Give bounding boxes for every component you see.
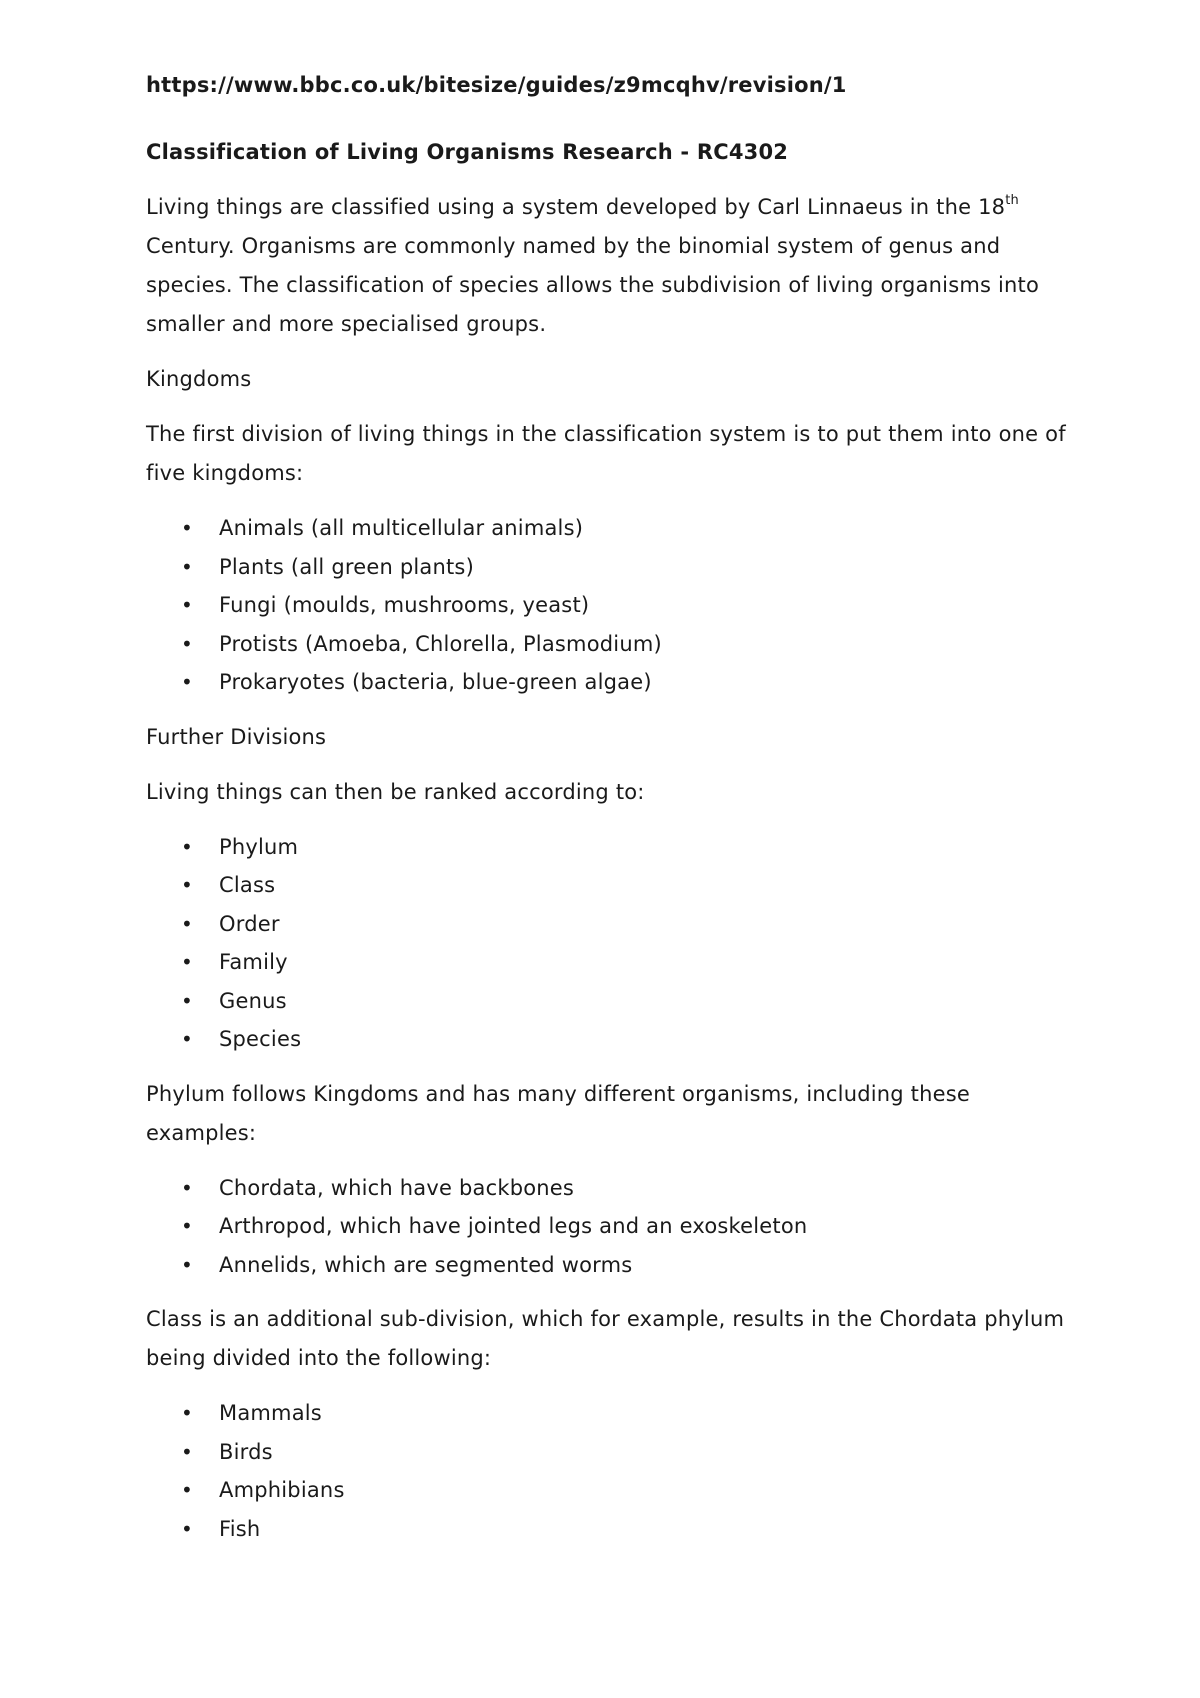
phylum-paragraph: Phylum follows Kingdoms and has many different organisms, including these examples: [146, 1081, 971, 1145]
list-item: • Prokaryotes (bacteria, blue-green algae) [219, 663, 1066, 702]
source-url: https://www.bbc.co.uk/bitesize/guides/z9mcqhv/revision/1 [146, 73, 847, 97]
list-item: • Birds [219, 1433, 1066, 1472]
kingdoms-list [146, 509, 1066, 702]
list-item: • Species [219, 1020, 1066, 1059]
list-item: • Chordata, which have backbones [219, 1169, 1066, 1208]
intro-paragraph [146, 188, 1066, 344]
kingdoms-heading: Kingdoms [146, 367, 252, 391]
list-item: • Phylum [219, 828, 1066, 867]
kingdoms-paragraph: The first division of living things in the classification system is to put them into one of five kingdoms: [146, 422, 1066, 485]
list-item: • Class [219, 866, 1066, 905]
class-examples-list [146, 1394, 1066, 1548]
class-paragraph: Class is an additional sub-division, which for example, results in the Chordata phylum being divided into the following: [146, 1307, 1065, 1370]
list-item: • Genus [219, 982, 1066, 1021]
divisions-heading: Further Divisions [146, 724, 327, 749]
list-item: • Animals (all multicellular animals) [219, 509, 1066, 548]
list-item: • Fungi (moulds, mushrooms, yeast) [219, 586, 1066, 625]
list-item: • Order [219, 905, 1066, 944]
document-body [146, 66, 1066, 1564]
divisions-list [146, 828, 1066, 1059]
phylum-examples-list [146, 1169, 1066, 1285]
divisions-paragraph: Living things can then be ranked according to: [146, 779, 645, 804]
intro-text-start: Living things are classified using a system developed by Carl Linnaeus in the 18 [146, 195, 1006, 219]
list-item: • Plants (all green plants) [219, 548, 1066, 587]
intro-text-end: Century. Organisms are commonly named by the binomial system of genus and species. The classification of species allows the subdivision of living organisms into smaller and more specialised groups. [146, 234, 1040, 336]
list-item: • Family [219, 943, 1066, 982]
document-title: Classification of Living Organisms Research - RC4302 [146, 140, 789, 164]
list-item: • Annelids, which are segmented worms [219, 1246, 1066, 1285]
ordinal-suffix: th [1005, 193, 1019, 208]
list-item: • Fish [219, 1510, 1066, 1549]
list-item: • Mammals [219, 1394, 1066, 1433]
list-item: • Amphibians [219, 1471, 1066, 1510]
list-item: • Protists (Amoeba, Chlorella, Plasmodium) [219, 625, 1066, 664]
list-item: • Arthropod, which have jointed legs and an exoskeleton [219, 1207, 1066, 1246]
